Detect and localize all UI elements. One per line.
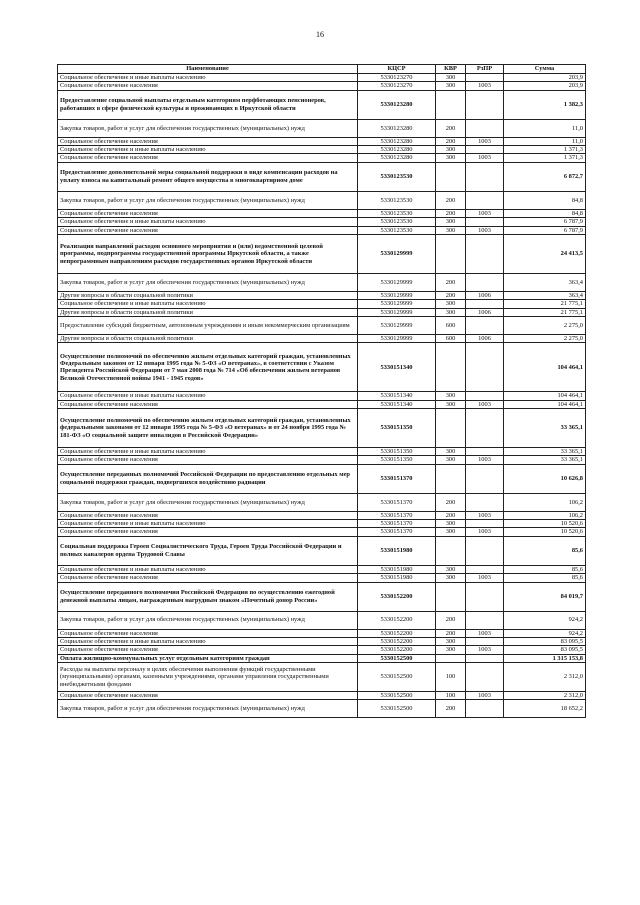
cell-rzpr: 1003 — [466, 400, 504, 408]
cell-sum: 24 413,5 — [504, 234, 586, 273]
cell-kcsr: 5330123280 — [358, 90, 436, 119]
cell-rzpr — [466, 273, 504, 291]
table-row — [58, 300, 586, 308]
cell-rzpr — [466, 662, 504, 691]
cell-sum: 2 312,0 — [504, 662, 586, 691]
cell-rzpr — [466, 392, 504, 400]
cell-kvr: 300 — [436, 565, 466, 573]
cell-name: Осуществление переданных полномочий Российской Федерации по предоставлению отдельных мер социальной поддержки граждан, подвергшихся воздействию радиации — [58, 464, 358, 493]
cell-kvr: 200 — [436, 119, 466, 137]
cell-name: Другие вопросы в области социальной политики — [58, 308, 358, 316]
cell-name: Социальное обеспечение и иные выплаты населению — [58, 565, 358, 573]
cell-rzpr — [466, 637, 504, 645]
cell-name: Социальное обеспечение населения — [58, 574, 358, 582]
cell-kvr: 300 — [436, 226, 466, 234]
cell-kcsr: 5330123270 — [358, 74, 436, 82]
cell-kcsr: 5330152200 — [358, 629, 436, 637]
cell-rzpr — [466, 234, 504, 273]
table-row — [58, 493, 586, 511]
cell-rzpr — [466, 536, 504, 565]
cell-kvr: 600 — [436, 334, 466, 342]
cell-rzpr: 1003 — [466, 528, 504, 536]
table-section-row — [58, 464, 586, 493]
header-sum: Сумма — [504, 65, 586, 74]
cell-kvr: 200 — [436, 611, 466, 629]
cell-rzpr — [466, 520, 504, 528]
cell-name: Социальное обеспечение и иные выплаты населению — [58, 218, 358, 226]
cell-kvr: 300 — [436, 74, 466, 82]
cell-kcsr: 5330151370 — [358, 493, 436, 511]
cell-rzpr — [466, 218, 504, 226]
cell-name: Социальная поддержка Героев Социалистического Труда, Героев Труда Российской Федерации и полных кавалеров ордена Трудовой Славы — [58, 536, 358, 565]
cell-sum: 84 019,7 — [504, 582, 586, 611]
cell-kvr — [436, 409, 466, 448]
cell-kvr — [436, 90, 466, 119]
table-row — [58, 334, 586, 342]
cell-rzpr: 1003 — [466, 574, 504, 582]
cell-rzpr — [466, 700, 504, 718]
cell-name: Социальное обеспечение населения — [58, 456, 358, 464]
cell-kvr: 300 — [436, 637, 466, 645]
cell-kcsr: 5330152200 — [358, 646, 436, 654]
cell-sum: 6 872,7 — [504, 162, 586, 191]
table-section-row — [58, 654, 586, 662]
cell-name: Предоставление дополнительной меры социальной поддержки в виде компенсации расходов на уплату взноса на капитальный ремонт общего имущества в многоквартирном доме — [58, 162, 358, 191]
cell-kcsr: 5330151350 — [358, 456, 436, 464]
cell-kcsr: 5330123280 — [358, 154, 436, 162]
cell-sum: 1 371,3 — [504, 146, 586, 154]
cell-kcsr: 5330152200 — [358, 611, 436, 629]
cell-name: Социальное обеспечение и иные выплаты населению — [58, 392, 358, 400]
cell-kcsr: 5330123530 — [358, 209, 436, 217]
cell-name: Социальное обеспечение и иные выплаты населению — [58, 637, 358, 645]
cell-kvr — [436, 582, 466, 611]
cell-kcsr: 5330151980 — [358, 565, 436, 573]
cell-rzpr: 1006 — [466, 334, 504, 342]
table-row — [58, 528, 586, 536]
cell-kvr — [436, 654, 466, 662]
cell-sum: 924,2 — [504, 611, 586, 629]
cell-kcsr: 5330151980 — [358, 536, 436, 565]
table-row — [58, 291, 586, 299]
table-header-row — [58, 65, 586, 74]
cell-rzpr — [466, 119, 504, 137]
header-rzpr: РзПР — [466, 65, 504, 74]
table-row — [58, 574, 586, 582]
header-kcsr: КЦСР — [358, 65, 436, 74]
cell-name: Закупка товаров, работ и услуг для обеспечения государственных (муниципальных) нужд — [58, 700, 358, 718]
header-kvr: КВР — [436, 65, 466, 74]
cell-name: Закупка товаров, работ и услуг для обеспечения государственных (муниципальных) нужд — [58, 273, 358, 291]
table-section-row — [58, 536, 586, 565]
cell-rzpr: 1003 — [466, 646, 504, 654]
cell-name: Реализация направлений расходов основного мероприятия и (или) ведомственной целевой программы, подпрограммы государственной программы Иркутской области, а также непрограммным направлениям расходов государственных органов Иркутской области — [58, 234, 358, 273]
cell-name: Социальное обеспечение населения — [58, 629, 358, 637]
cell-kcsr: 5330123280 — [358, 137, 436, 145]
cell-kcsr: 5330152500 — [358, 654, 436, 662]
cell-rzpr — [466, 146, 504, 154]
cell-kcsr: 5330151340 — [358, 400, 436, 408]
cell-name: Оплата жилищно-коммунальных услуг отдельным категориям граждан — [58, 654, 358, 662]
cell-kcsr: 5330151370 — [358, 464, 436, 493]
cell-kvr: 300 — [436, 308, 466, 316]
cell-name: Социальное обеспечение населения — [58, 511, 358, 519]
cell-kvr: 200 — [436, 273, 466, 291]
table-row — [58, 456, 586, 464]
cell-rzpr — [466, 300, 504, 308]
cell-kvr: 300 — [436, 82, 466, 90]
cell-sum: 1 371,3 — [504, 154, 586, 162]
cell-sum: 6 787,9 — [504, 226, 586, 234]
cell-kcsr: 5330129999 — [358, 291, 436, 299]
cell-rzpr — [466, 90, 504, 119]
table-row — [58, 82, 586, 90]
cell-sum: 11,0 — [504, 137, 586, 145]
cell-sum: 2 275,0 — [504, 334, 586, 342]
cell-kvr: 300 — [436, 646, 466, 654]
cell-kvr — [436, 343, 466, 392]
cell-rzpr — [466, 464, 504, 493]
cell-name: Социальное обеспечение населения — [58, 154, 358, 162]
cell-kvr — [436, 162, 466, 191]
cell-kcsr: 5330123280 — [358, 146, 436, 154]
cell-rzpr: 1003 — [466, 154, 504, 162]
cell-kcsr: 5330129999 — [358, 300, 436, 308]
table-row — [58, 691, 586, 699]
cell-sum: 104 464,1 — [504, 400, 586, 408]
cell-sum: 104 464,1 — [504, 392, 586, 400]
cell-rzpr — [466, 448, 504, 456]
cell-kvr: 100 — [436, 662, 466, 691]
cell-kcsr: 5330129999 — [358, 308, 436, 316]
cell-kvr: 300 — [436, 392, 466, 400]
cell-kvr: 100 — [436, 691, 466, 699]
cell-sum: 83 095,5 — [504, 646, 586, 654]
cell-name: Социальное обеспечение населения — [58, 137, 358, 145]
cell-name: Другие вопросы в области социальной политики — [58, 334, 358, 342]
cell-sum: 6 787,9 — [504, 218, 586, 226]
cell-name: Осуществление полномочий по обеспечению жильем отдельных категорий граждан, установленных Федеральным законом от 12 января 1995 года № 5-ФЗ «О ветеранах», в соответствии с Указом Президента Российской Федерации от 7 мая 2008 года № 714 «Об обеспечении жильем ветеранов Великой Отечественной войны 1941 - 1945 годов» — [58, 343, 358, 392]
table-row — [58, 154, 586, 162]
cell-kvr: 300 — [436, 520, 466, 528]
cell-kcsr: 5330151980 — [358, 574, 436, 582]
cell-sum: 10 520,6 — [504, 528, 586, 536]
table-row — [58, 209, 586, 217]
cell-rzpr: 1006 — [466, 291, 504, 299]
cell-rzpr: 1003 — [466, 82, 504, 90]
cell-rzpr — [466, 343, 504, 392]
table-row — [58, 629, 586, 637]
cell-name: Закупка товаров, работ и услуг для обеспечения государственных (муниципальных) нужд — [58, 611, 358, 629]
cell-name: Социальное обеспечение населения — [58, 528, 358, 536]
cell-kcsr: 5330123530 — [358, 191, 436, 209]
cell-kvr — [436, 464, 466, 493]
cell-kvr: 300 — [436, 400, 466, 408]
cell-kvr: 200 — [436, 700, 466, 718]
cell-kvr: 200 — [436, 291, 466, 299]
cell-sum: 2 312,0 — [504, 691, 586, 699]
cell-kvr: 200 — [436, 493, 466, 511]
cell-rzpr: 1003 — [466, 629, 504, 637]
table-row — [58, 637, 586, 645]
cell-kcsr: 5330129999 — [358, 316, 436, 334]
cell-kcsr: 5330123270 — [358, 82, 436, 90]
cell-kcsr: 5330129999 — [358, 273, 436, 291]
budget-table — [57, 64, 586, 718]
cell-kvr: 200 — [436, 137, 466, 145]
table-row — [58, 226, 586, 234]
table-row — [58, 646, 586, 654]
cell-rzpr — [466, 191, 504, 209]
cell-rzpr: 1003 — [466, 226, 504, 234]
cell-sum: 1 315 153,8 — [504, 654, 586, 662]
cell-kcsr: 5330123530 — [358, 162, 436, 191]
table-row — [58, 392, 586, 400]
cell-rzpr: 1006 — [466, 308, 504, 316]
cell-name: Закупка товаров, работ и услуг для обеспечения государственных (муниципальных) нужд — [58, 191, 358, 209]
cell-sum: 363,4 — [504, 273, 586, 291]
cell-sum: 363,4 — [504, 291, 586, 299]
cell-kcsr: 5330123530 — [358, 218, 436, 226]
cell-kvr: 300 — [436, 448, 466, 456]
cell-name: Другие вопросы в области социальной политики — [58, 291, 358, 299]
cell-sum: 1 382,3 — [504, 90, 586, 119]
cell-sum: 84,8 — [504, 191, 586, 209]
cell-sum: 84,8 — [504, 209, 586, 217]
table-row — [58, 662, 586, 691]
table-row — [58, 611, 586, 629]
cell-rzpr — [466, 565, 504, 573]
cell-name: Предоставление субсидий бюджетным, автономным учреждениям и иным некоммерческим организациям — [58, 316, 358, 334]
cell-kvr: 200 — [436, 191, 466, 209]
cell-name: Осуществление полномочий по обеспечению жильем отдельных категорий граждан, установленных федеральными законами от 12 января 1995 года № 5-ФЗ «О ветеранах» и от 24 ноября 1995 года № 181-ФЗ «О социальной защите инвалидов в Российской Федерации» — [58, 409, 358, 448]
cell-kcsr: 5330151370 — [358, 520, 436, 528]
table-row — [58, 511, 586, 519]
cell-sum: 83 095,5 — [504, 637, 586, 645]
cell-kvr: 300 — [436, 300, 466, 308]
cell-rzpr: 1003 — [466, 691, 504, 699]
table-row — [58, 146, 586, 154]
cell-rzpr — [466, 611, 504, 629]
cell-sum: 924,2 — [504, 629, 586, 637]
table-row — [58, 316, 586, 334]
cell-rzpr — [466, 654, 504, 662]
table-row — [58, 191, 586, 209]
table-row — [58, 137, 586, 145]
cell-kvr — [436, 234, 466, 273]
cell-name: Закупка товаров, работ и услуг для обеспечения государственных (муниципальных) нужд — [58, 493, 358, 511]
cell-name: Социальное обеспечение населения — [58, 691, 358, 699]
cell-sum: 2 275,0 — [504, 316, 586, 334]
cell-rzpr — [466, 409, 504, 448]
table-row — [58, 520, 586, 528]
table-row — [58, 218, 586, 226]
cell-rzpr — [466, 493, 504, 511]
cell-name: Социальное обеспечение населения — [58, 226, 358, 234]
table-row — [58, 308, 586, 316]
cell-sum: 18 652,2 — [504, 700, 586, 718]
cell-name: Социальное обеспечение и иные выплаты населению — [58, 520, 358, 528]
cell-kcsr: 5330129999 — [358, 234, 436, 273]
cell-name: Социальное обеспечение и иные выплаты населению — [58, 448, 358, 456]
cell-sum: 21 775,1 — [504, 308, 586, 316]
cell-kvr: 300 — [436, 218, 466, 226]
cell-kcsr: 5330123530 — [358, 226, 436, 234]
cell-name: Предоставление социальной выплаты отдельным категориям перфботающих пенсионеров, работавших в сфере физической культуры и проживающих в Иркутской области — [58, 90, 358, 119]
cell-kcsr: 5330151370 — [358, 528, 436, 536]
cell-kcsr: 5330151350 — [358, 448, 436, 456]
table-row — [58, 119, 586, 137]
cell-kvr: 200 — [436, 209, 466, 217]
cell-sum: 106,2 — [504, 511, 586, 519]
header-name: Наименование — [58, 65, 358, 74]
cell-kcsr: 5330152200 — [358, 637, 436, 645]
cell-kcsr: 5330151340 — [358, 392, 436, 400]
cell-kcsr: 5330151350 — [358, 409, 436, 448]
table-section-row — [58, 343, 586, 392]
cell-name: Социальное обеспечение населения — [58, 209, 358, 217]
cell-sum: 33 365,1 — [504, 456, 586, 464]
cell-kcsr: 5330152200 — [358, 582, 436, 611]
table-row — [58, 700, 586, 718]
cell-rzpr — [466, 582, 504, 611]
table-row — [58, 400, 586, 408]
cell-kcsr: 5330123280 — [358, 119, 436, 137]
cell-sum: 85,6 — [504, 574, 586, 582]
cell-sum: 33 365,1 — [504, 448, 586, 456]
cell-kcsr: 5330152500 — [358, 662, 436, 691]
table-row — [58, 273, 586, 291]
cell-kvr: 200 — [436, 511, 466, 519]
cell-rzpr — [466, 162, 504, 191]
cell-name: Закупка товаров, работ и услуг для обеспечения государственных (муниципальных) нужд — [58, 119, 358, 137]
cell-name: Осуществление переданного полномочия Российской Федерации по осуществлению ежегодной денежной выплаты лицам, награжденным нагрудным знаком «Почетный донор России» — [58, 582, 358, 611]
cell-sum: 85,6 — [504, 565, 586, 573]
cell-name: Социальное обеспечение населения — [58, 646, 358, 654]
cell-kvr: 300 — [436, 456, 466, 464]
table-section-row — [58, 162, 586, 191]
cell-kcsr: 5330151370 — [358, 511, 436, 519]
table-row — [58, 448, 586, 456]
table-section-row — [58, 234, 586, 273]
cell-name: Социальное обеспечение и иные выплаты населению — [58, 146, 358, 154]
cell-sum: 85,6 — [504, 536, 586, 565]
cell-sum: 106,2 — [504, 493, 586, 511]
cell-sum: 203,9 — [504, 82, 586, 90]
cell-sum: 10 520,6 — [504, 520, 586, 528]
cell-sum: 10 626,8 — [504, 464, 586, 493]
table-row — [58, 74, 586, 82]
cell-rzpr: 1003 — [466, 209, 504, 217]
cell-name: Социальное обеспечение населения — [58, 82, 358, 90]
cell-sum: 21 775,1 — [504, 300, 586, 308]
cell-kvr: 300 — [436, 574, 466, 582]
cell-sum: 104 464,1 — [504, 343, 586, 392]
cell-name: Социальное обеспечение и иные выплаты населению — [58, 74, 358, 82]
cell-kvr: 200 — [436, 629, 466, 637]
cell-rzpr: 1003 — [466, 511, 504, 519]
table-section-row — [58, 409, 586, 448]
cell-kcsr: 5330152500 — [358, 700, 436, 718]
cell-kvr: 300 — [436, 154, 466, 162]
table-row — [58, 565, 586, 573]
table-section-row — [58, 582, 586, 611]
cell-kvr — [436, 536, 466, 565]
cell-kvr: 300 — [436, 528, 466, 536]
cell-kvr: 600 — [436, 316, 466, 334]
table-section-row — [58, 90, 586, 119]
cell-sum: 11,0 — [504, 119, 586, 137]
page-number: 16 — [316, 30, 324, 39]
cell-rzpr — [466, 316, 504, 334]
cell-rzpr: 1003 — [466, 137, 504, 145]
cell-name: Социальное обеспечение и иные выплаты населению — [58, 300, 358, 308]
cell-sum: 203,9 — [504, 74, 586, 82]
cell-rzpr: 1003 — [466, 456, 504, 464]
cell-sum: 33 365,1 — [504, 409, 586, 448]
cell-kcsr: 5330151340 — [358, 343, 436, 392]
cell-name: Социальное обеспечение населения — [58, 400, 358, 408]
cell-kvr: 300 — [436, 146, 466, 154]
cell-rzpr — [466, 74, 504, 82]
cell-kcsr: 5330152500 — [358, 691, 436, 699]
cell-name: Расходы на выплаты персоналу в целях обеспечения выполнения функций государственными (муниципальными) органами, казенными учреждениями, органами управления государственными внебюджетными фондами — [58, 662, 358, 691]
cell-kcsr: 5330129999 — [358, 334, 436, 342]
